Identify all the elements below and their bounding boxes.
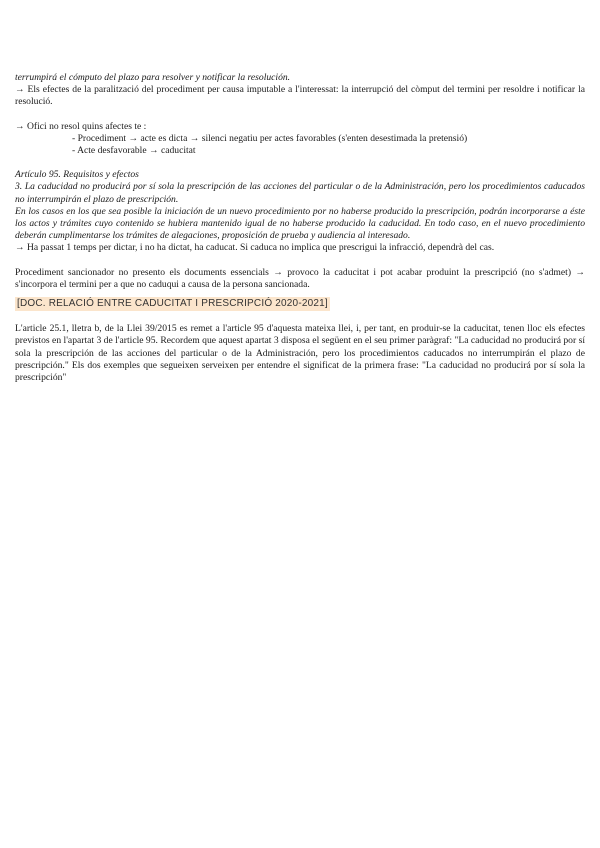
time-note: → Ha passat 1 temps per dictar, i no ha dictat, ha caducat. Si caduca no implica que prescrigui la infracció, dependrà del cas. bbox=[15, 242, 495, 254]
final-paragraph: L'article 25.1, lletra b, de la Llei 39/2015 es remet a l'article 95 d'aquesta mateixa llei, i, per tant, en produir-se la caducitat, tenen lloc els efectes previstos en l'apartat 3 de l'article 95. Recordem que aquest apartat 3 disposa el següent en el seu primer paràgraf: "La caducidad no producirá por sí sola la prescripción de las acciones del particular o de la Administración, pero los procedimientos caducados no interrumpirán el plazo de prescripción." Els dos exemples que segueixen serveixen per entendre el significat de la primera frase: "La caducidad no producirá por sí sola la prescripción" bbox=[15, 323, 585, 384]
spacer bbox=[15, 311, 585, 323]
article-title: Artículo 95. Requisitos y efectos bbox=[15, 169, 139, 181]
spacer bbox=[15, 109, 585, 121]
doc-reference-badge: [DOC. RELACIÓ ENTRE CADUCITAT I PRESCRIPCIÓ 2020-2021] bbox=[15, 297, 330, 311]
no-resolution-heading: → Ofici no resol quins afectes te : bbox=[15, 120, 147, 132]
article-paragraph-incorporation: En los casos en los que sea posible la iniciación de un nuevo procedimiento por no haberse producido la prescripción, podrán incorporarse a éste los actos y trámites cuyo contenido se hubiera mantenido igual de no haberse producido la caducidad. En todo caso, en el nuevo procedimiento deberán cumplimentarse los trámites de alegaciones, proposición de prueba y audiencia al interesado. bbox=[15, 205, 585, 242]
spacer bbox=[15, 255, 585, 267]
bullet-item-desfavorable: - Acte desfavorable → caducitat bbox=[72, 145, 196, 157]
document-page bbox=[15, 72, 585, 384]
article-paragraph-3: 3. La caducidad no producirá por sí sola la prescripción de las acciones del particular o de la Administración, pero los procedimientos caducados no interrumpirán el plazo de prescripción. bbox=[15, 181, 585, 205]
bullet-item-favorable: - Procediment → acte es dicta → silenci negatiu per actes favorables (s'enten desestimada la pretensió) bbox=[72, 132, 468, 144]
effects-paragraph: → Els efectes de la paralització del procediment per causa imputable a l'interessat: la interrupció del còmput del termini per resoldre i notificar la resolució. bbox=[15, 84, 585, 108]
intro-italic-line: terrumpirá el cómputo del plazo para resolver y notificar la resolución. bbox=[15, 72, 291, 83]
sanction-paragraph: Procediment sancionador no presento els documents essencials → provoco la caducitat i pot acabar produint la prescripció (no s'admet) → s'incorpora el termini per a que no caduqui a causa de la persona sancionada. bbox=[15, 266, 585, 290]
spacer bbox=[15, 157, 585, 169]
